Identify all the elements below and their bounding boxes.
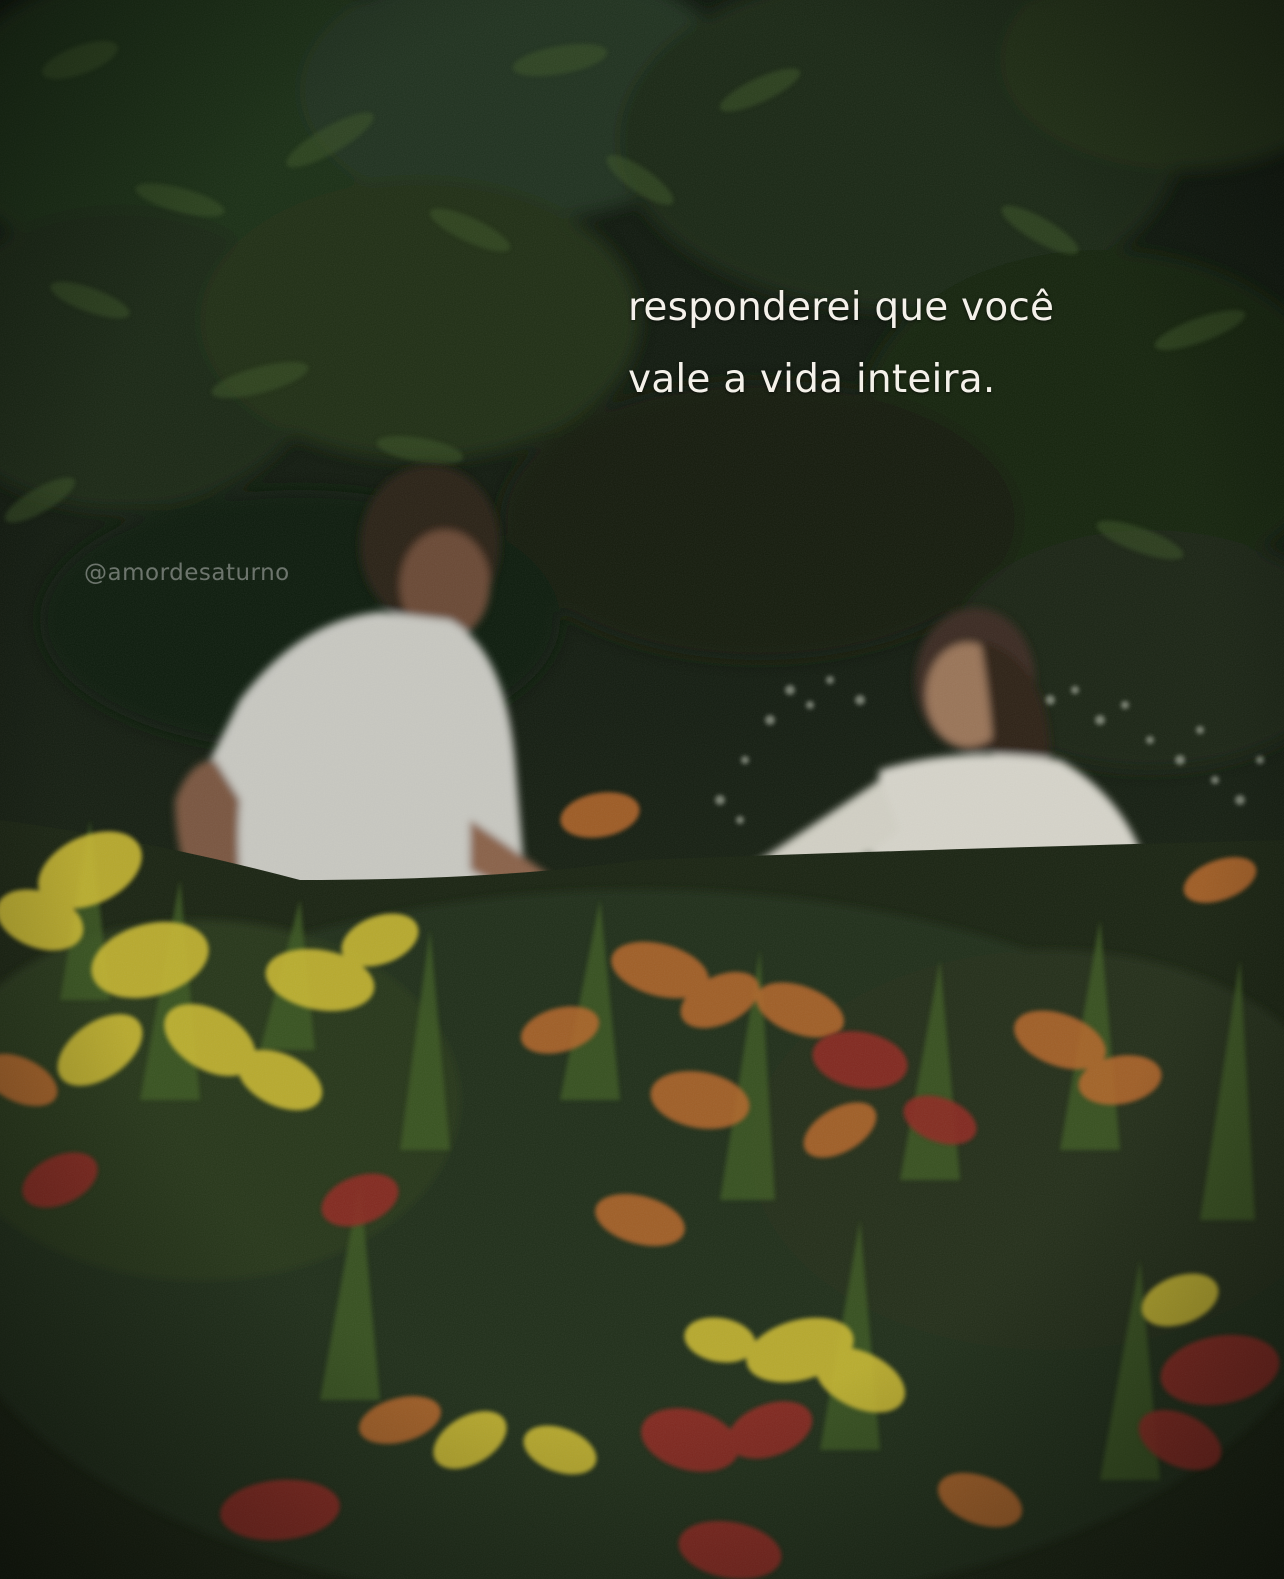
watermark-handle: @amordesaturno (84, 560, 290, 586)
quote-line-2: vale a vida inteira. (628, 357, 996, 402)
quote-caption (628, 272, 1248, 416)
quote-line-1: responderei que você (628, 285, 1055, 330)
